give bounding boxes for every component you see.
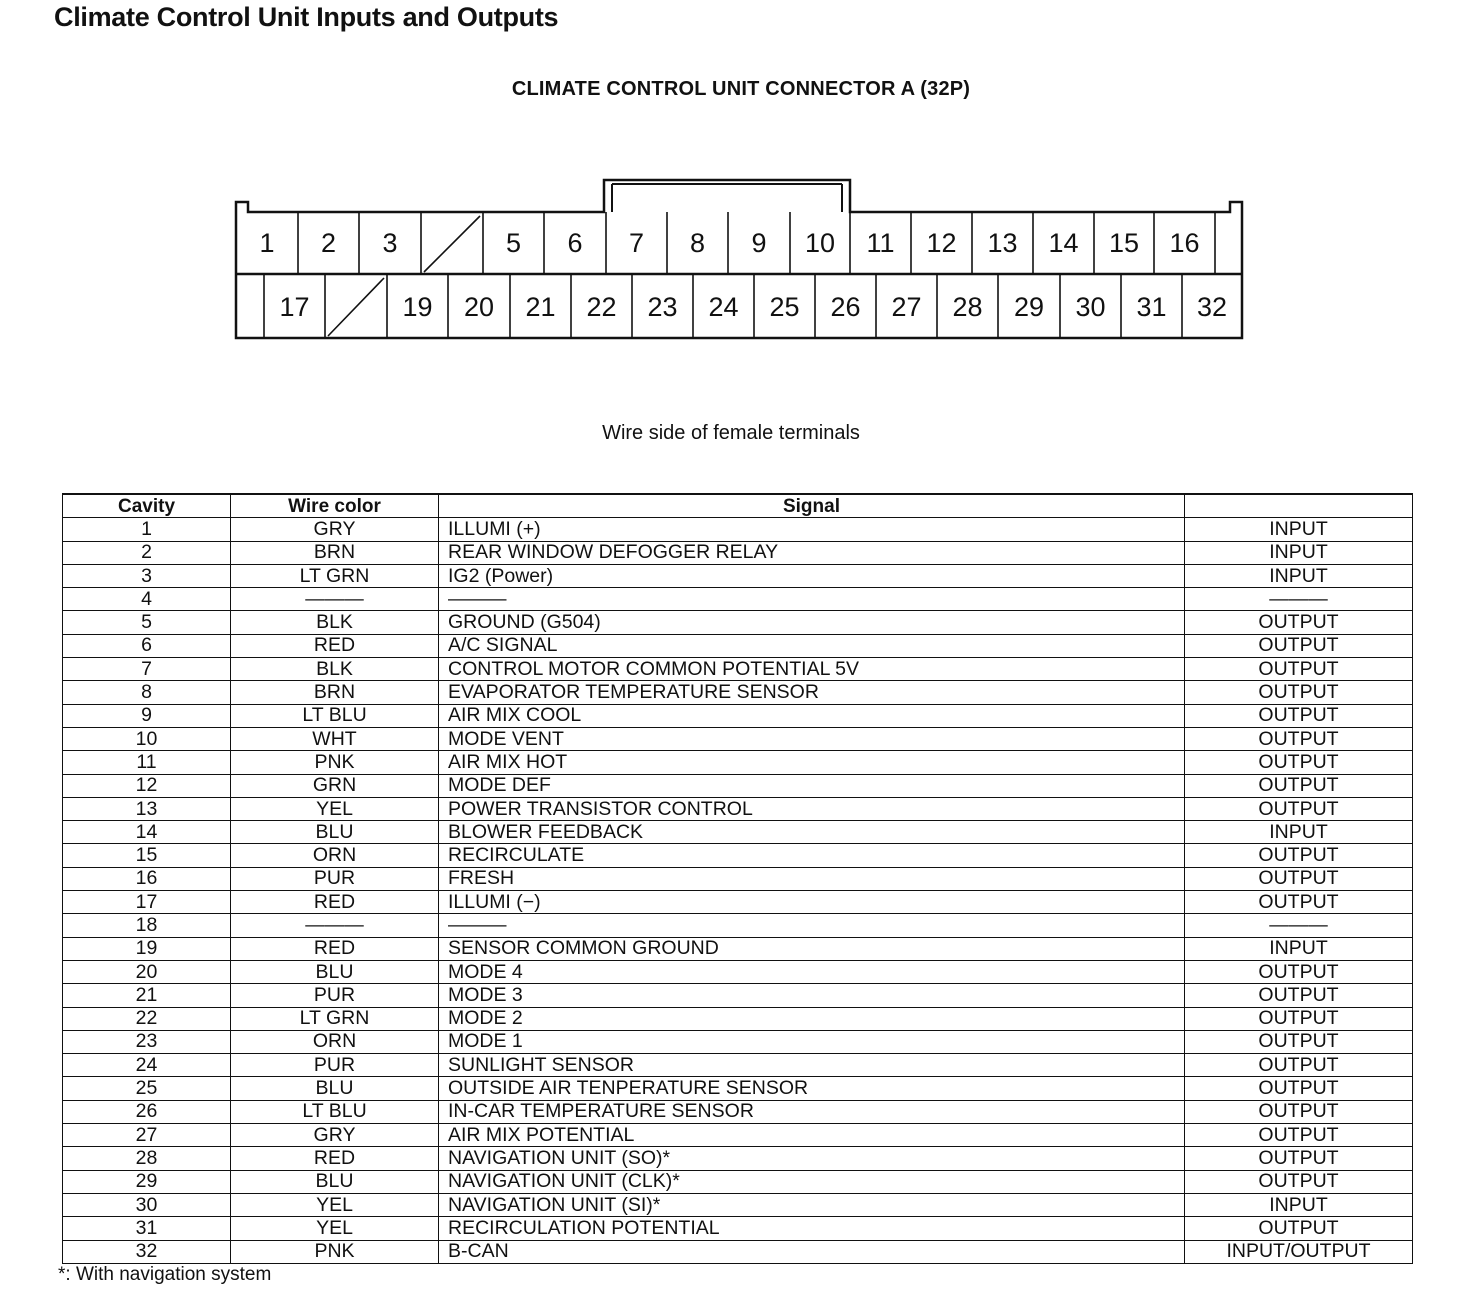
table-row (63, 914, 1413, 937)
cavity-pin-16: 16 (1169, 228, 1200, 258)
table-row (63, 681, 1413, 704)
cell-direction: OUTPUT (1185, 1147, 1413, 1170)
cavity-pin-31: 31 (1136, 292, 1167, 322)
cell-cavity: 27 (63, 1124, 231, 1147)
cell-wire-color: YEL (231, 1193, 439, 1216)
table-row (63, 1217, 1413, 1240)
cell-cavity: 21 (63, 984, 231, 1007)
table-row (63, 658, 1413, 681)
cell-signal: ILLUMI (−) (439, 891, 1185, 914)
cell-cavity: 7 (63, 658, 231, 681)
cavity-pin-empty (421, 214, 483, 272)
cell-cavity: 13 (63, 797, 231, 820)
cell-signal: ——— (439, 914, 1185, 937)
table-row (63, 588, 1413, 611)
cell-direction: OUTPUT (1185, 611, 1413, 634)
cell-wire-color: BLK (231, 658, 439, 681)
cell-direction: ——— (1185, 914, 1413, 937)
cell-direction: OUTPUT (1185, 891, 1413, 914)
cell-direction: OUTPUT (1185, 1007, 1413, 1030)
table-row (63, 1193, 1413, 1216)
cavity-pin-21: 21 (525, 292, 556, 322)
header-wire-color: Wire color (231, 494, 439, 518)
cell-wire-color: BLK (231, 611, 439, 634)
cell-wire-color: YEL (231, 1217, 439, 1240)
cell-direction: OUTPUT (1185, 1077, 1413, 1100)
table-row (63, 541, 1413, 564)
cell-signal: POWER TRANSISTOR CONTROL (439, 797, 1185, 820)
cell-signal: OUTSIDE AIR TENPERATURE SENSOR (439, 1077, 1185, 1100)
cell-direction: OUTPUT (1185, 984, 1413, 1007)
cavity-pin-3: 3 (382, 228, 398, 258)
cell-cavity: 32 (63, 1240, 231, 1263)
cell-direction: OUTPUT (1185, 658, 1413, 681)
cavity-pin-8: 8 (689, 228, 706, 258)
cell-wire-color: BLU (231, 1170, 439, 1193)
cell-direction: OUTPUT (1185, 1124, 1413, 1147)
page-title: Climate Control Unit Inputs and Outputs (54, 2, 559, 32)
table-row (63, 1170, 1413, 1193)
cell-signal: RECIRCULATE (439, 844, 1185, 867)
cell-signal: ILLUMI (+) (439, 518, 1185, 541)
cavity-pin-6: 6 (567, 228, 583, 258)
cell-direction: OUTPUT (1185, 634, 1413, 657)
cavity-pin-23: 23 (647, 292, 678, 322)
cell-direction: INPUT (1185, 937, 1413, 960)
cell-cavity: 4 (63, 588, 231, 611)
cell-wire-color: ——— (231, 914, 439, 937)
cavity-pin-5: 5 (505, 228, 522, 258)
cell-direction: OUTPUT (1185, 960, 1413, 983)
table-row (63, 1077, 1413, 1100)
cell-signal: EVAPORATOR TEMPERATURE SENSOR (439, 681, 1185, 704)
table-row (63, 1007, 1413, 1030)
table-row (63, 1240, 1413, 1263)
cavity-pin-19: 19 (402, 292, 433, 322)
cell-signal: BLOWER FEEDBACK (439, 821, 1185, 844)
cell-signal: A/C SIGNAL (439, 634, 1185, 657)
cell-wire-color: PUR (231, 984, 439, 1007)
cell-signal: FRESH (439, 867, 1185, 890)
table-row (63, 891, 1413, 914)
cell-wire-color: BRN (231, 541, 439, 564)
table-row (63, 1030, 1413, 1053)
cell-cavity: 28 (63, 1147, 231, 1170)
cell-cavity: 14 (63, 821, 231, 844)
table-row (63, 564, 1413, 587)
table-row (63, 518, 1413, 541)
cavity-pin-29: 29 (1013, 292, 1045, 322)
cavity-table (62, 493, 1413, 1264)
cell-cavity: 10 (63, 727, 231, 750)
cell-signal: MODE DEF (439, 774, 1185, 797)
cell-direction: OUTPUT (1185, 774, 1413, 797)
cell-cavity: 9 (63, 704, 231, 727)
table-row (63, 844, 1413, 867)
cell-signal: NAVIGATION UNIT (SO)* (439, 1147, 1185, 1170)
cavity-pin-15: 15 (1108, 228, 1140, 258)
cell-direction: ——— (1185, 588, 1413, 611)
cell-cavity: 15 (63, 844, 231, 867)
cell-wire-color: GRY (231, 1124, 439, 1147)
cell-wire-color: ORN (231, 844, 439, 867)
table-row (63, 1054, 1413, 1077)
cavity-pin-17: 17 (279, 292, 310, 322)
cavity-pin-10: 10 (804, 228, 836, 258)
cell-cavity: 5 (63, 611, 231, 634)
cavity-pin-11: 11 (866, 228, 895, 258)
cell-signal: RECIRCULATION POTENTIAL (439, 1217, 1185, 1240)
cell-cavity: 16 (63, 867, 231, 890)
cavity-pin-30: 30 (1075, 292, 1106, 322)
cell-direction: INPUT (1185, 1193, 1413, 1216)
table-row (63, 704, 1413, 727)
cell-cavity: 19 (63, 937, 231, 960)
cell-cavity: 6 (63, 634, 231, 657)
cell-direction: INPUT (1185, 821, 1413, 844)
cavity-pin-2: 2 (320, 228, 337, 258)
table-row (63, 774, 1413, 797)
cell-signal: AIR MIX POTENTIAL (439, 1124, 1185, 1147)
cell-wire-color: BRN (231, 681, 439, 704)
cell-direction: OUTPUT (1185, 681, 1413, 704)
cavity-pin-26: 26 (830, 292, 861, 322)
cell-cavity: 17 (63, 891, 231, 914)
cell-wire-color: ORN (231, 1030, 439, 1053)
header-direction (1185, 494, 1413, 518)
cell-direction: OUTPUT (1185, 704, 1413, 727)
cell-direction: INPUT (1185, 564, 1413, 587)
cell-direction: INPUT/OUTPUT (1185, 1240, 1413, 1263)
cavity-pin-24: 24 (708, 292, 739, 322)
cell-direction: OUTPUT (1185, 797, 1413, 820)
cell-signal: REAR WINDOW DEFOGGER RELAY (439, 541, 1185, 564)
cavity-pin-32: 32 (1196, 292, 1228, 322)
cavity-pin-28: 28 (952, 292, 983, 322)
cell-cavity: 12 (63, 774, 231, 797)
cell-cavity: 18 (63, 914, 231, 937)
cell-wire-color: RED (231, 634, 439, 657)
cell-wire-color: PUR (231, 1054, 439, 1077)
cavity-pin-22: 22 (586, 292, 617, 322)
cell-direction: INPUT (1185, 541, 1413, 564)
cell-wire-color: ——— (231, 588, 439, 611)
header-cavity: Cavity (63, 494, 231, 518)
footnote: *: With navigation system (58, 1264, 272, 1285)
table-row (63, 727, 1413, 750)
cell-signal: MODE 4 (439, 960, 1185, 983)
cell-direction: OUTPUT (1185, 727, 1413, 750)
cell-signal: NAVIGATION UNIT (CLK)* (439, 1170, 1185, 1193)
cell-signal: MODE 1 (439, 1030, 1185, 1053)
cell-cavity: 8 (63, 681, 231, 704)
table-row (63, 1124, 1413, 1147)
cell-signal: MODE VENT (439, 727, 1185, 750)
cell-wire-color: RED (231, 937, 439, 960)
cell-cavity: 1 (63, 518, 231, 541)
connector-caption: Wire side of female terminals (602, 422, 860, 444)
cell-wire-color: LT BLU (231, 704, 439, 727)
cell-wire-color: YEL (231, 797, 439, 820)
cell-direction: OUTPUT (1185, 844, 1413, 867)
table-row (63, 1147, 1413, 1170)
cell-cavity: 3 (63, 564, 231, 587)
cell-cavity: 23 (63, 1030, 231, 1053)
cell-direction: INPUT (1185, 518, 1413, 541)
cell-wire-color: GRN (231, 774, 439, 797)
cavity-pin-7: 7 (628, 228, 645, 258)
cell-wire-color: LT GRN (231, 1007, 439, 1030)
cell-direction: OUTPUT (1185, 751, 1413, 774)
table-row (63, 1100, 1413, 1123)
table-row (63, 797, 1413, 820)
cell-signal: SENSOR COMMON GROUND (439, 937, 1185, 960)
cell-direction: OUTPUT (1185, 1170, 1413, 1193)
table-row (63, 984, 1413, 1007)
table-row (63, 611, 1413, 634)
cell-signal: SUNLIGHT SENSOR (439, 1054, 1185, 1077)
cell-cavity: 24 (63, 1054, 231, 1077)
cell-wire-color: RED (231, 1147, 439, 1170)
table-row (63, 937, 1413, 960)
cell-cavity: 22 (63, 1007, 231, 1030)
cell-wire-color: LT BLU (231, 1100, 439, 1123)
cavity-pin-12: 12 (926, 228, 957, 258)
table-header (63, 494, 1413, 518)
cell-cavity: 31 (63, 1217, 231, 1240)
cavity-pin-9: 9 (751, 228, 767, 258)
cell-cavity: 25 (63, 1077, 231, 1100)
cavity-pin-13: 13 (987, 228, 1018, 258)
cavity-pin-25: 25 (769, 292, 800, 322)
cell-signal: MODE 2 (439, 1007, 1185, 1030)
cell-direction: OUTPUT (1185, 1054, 1413, 1077)
cell-wire-color: PUR (231, 867, 439, 890)
connector-title: CLIMATE CONTROL UNIT CONNECTOR A (32P) (511, 78, 971, 100)
cell-cavity: 30 (63, 1193, 231, 1216)
cell-signal: MODE 3 (439, 984, 1185, 1007)
cavity-pin-14: 14 (1048, 228, 1079, 258)
cell-wire-color: BLU (231, 960, 439, 983)
cell-wire-color: BLU (231, 821, 439, 844)
cell-wire-color: LT GRN (231, 564, 439, 587)
cell-direction: OUTPUT (1185, 1100, 1413, 1123)
cell-wire-color: PNK (231, 1240, 439, 1263)
cell-signal: AIR MIX HOT (439, 751, 1185, 774)
cell-signal: IG2 (Power) (439, 564, 1185, 587)
cell-signal: B-CAN (439, 1240, 1185, 1263)
connector-diagram (234, 176, 1246, 340)
cavity-pin-20: 20 (463, 292, 495, 322)
cell-cavity: 20 (63, 960, 231, 983)
cell-direction: OUTPUT (1185, 1217, 1413, 1240)
cell-wire-color: BLU (231, 1077, 439, 1100)
cell-wire-color: PNK (231, 751, 439, 774)
cell-signal: NAVIGATION UNIT (SI)* (439, 1193, 1185, 1216)
header-signal: Signal (439, 494, 1185, 518)
cell-wire-color: RED (231, 891, 439, 914)
cell-cavity: 26 (63, 1100, 231, 1123)
table-row (63, 867, 1413, 890)
cavity-pin-1: 1 (259, 228, 275, 258)
cell-signal: CONTROL MOTOR COMMON POTENTIAL 5V (439, 658, 1185, 681)
table-row (63, 821, 1413, 844)
cell-wire-color: GRY (231, 518, 439, 541)
cell-direction: OUTPUT (1185, 1030, 1413, 1053)
cell-cavity: 29 (63, 1170, 231, 1193)
cell-signal: GROUND (G504) (439, 611, 1185, 634)
cell-direction: OUTPUT (1185, 867, 1413, 890)
cell-signal: ——— (439, 588, 1185, 611)
table-row (63, 960, 1413, 983)
cell-cavity: 11 (63, 751, 231, 774)
cavity-pin-27: 27 (891, 292, 922, 322)
cell-signal: AIR MIX COOL (439, 704, 1185, 727)
table-row (63, 634, 1413, 657)
cell-signal: IN-CAR TEMPERATURE SENSOR (439, 1100, 1185, 1123)
cell-cavity: 2 (63, 541, 231, 564)
cavity-pin-empty (325, 278, 387, 336)
cell-wire-color: WHT (231, 727, 439, 750)
table-row (63, 751, 1413, 774)
